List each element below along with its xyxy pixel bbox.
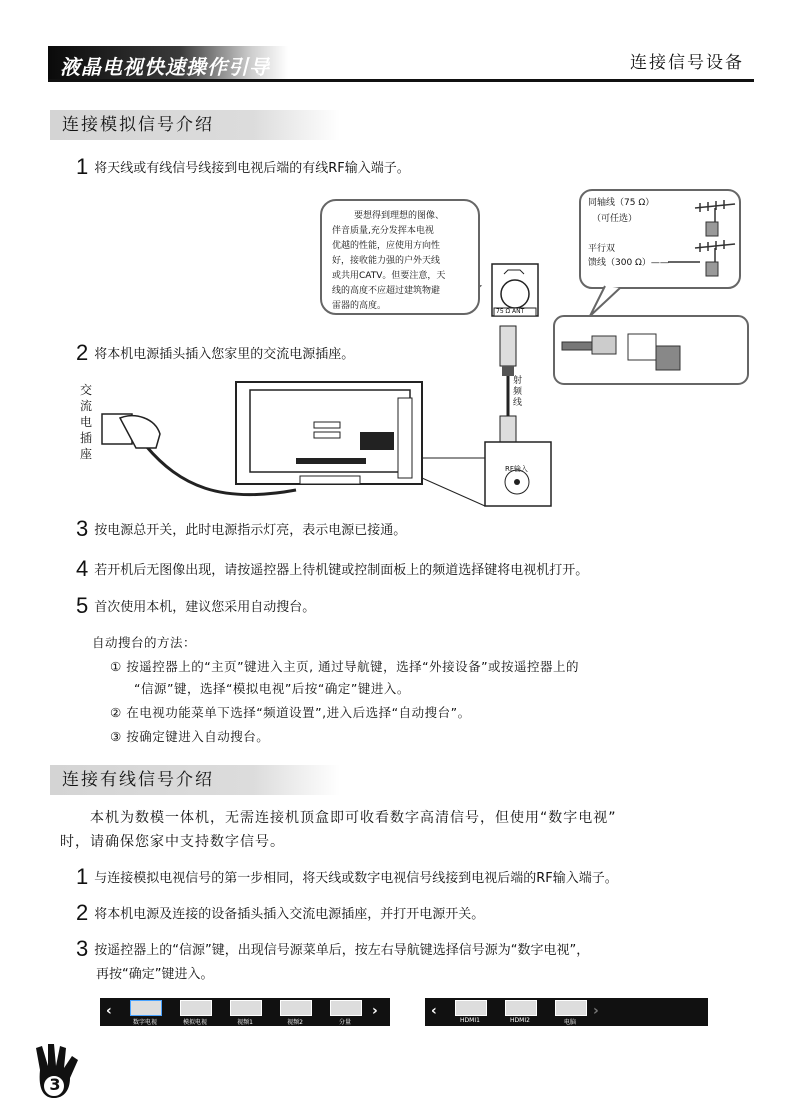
source-item-atv[interactable] bbox=[180, 1000, 212, 1016]
source-item-label: 模拟电视 bbox=[182, 1019, 207, 1026]
right-arrow-icon[interactable]: › bbox=[593, 1003, 599, 1019]
tip-line: 线的高度不应超过建筑物避 bbox=[332, 286, 441, 296]
source-item-label: 数字电视 bbox=[132, 1019, 157, 1026]
page-number: 3 bbox=[49, 1075, 61, 1094]
source-item-label: HDMI1 bbox=[460, 1017, 480, 1024]
outlet-label: 交流电插座 bbox=[80, 383, 93, 461]
source-item-label: 视频2 bbox=[287, 1019, 303, 1026]
analog-step-2: 2 将本机电源插头插入您家里的交流电源插座。 bbox=[76, 340, 355, 365]
source-item-label: HDMI2 bbox=[510, 1017, 530, 1024]
header-title: 液晶电视快速操作引导 bbox=[60, 55, 270, 79]
tip-bubble bbox=[320, 199, 480, 315]
cable-intro-line-2: 时，请确保您家中支持数字信号。 bbox=[60, 834, 285, 850]
source-menu-bar-1 bbox=[100, 998, 390, 1026]
section-title-cable: 连接有线信号介绍 bbox=[50, 765, 340, 795]
twin-label-2: 馈线（300 Ω）—— bbox=[588, 258, 669, 268]
analog-step-1: 1 将天线或有线信号线接到电视后端的有线RF输入端子。 bbox=[76, 154, 410, 179]
source-item-dtv[interactable] bbox=[130, 1000, 162, 1016]
auto-search-item-3: ③ 按确定键进入自动搜台。 bbox=[110, 729, 270, 744]
header-divider bbox=[48, 79, 754, 82]
tip-line: 或共用CATV。但要注意，天 bbox=[332, 271, 446, 281]
source-item-label: 视频1 bbox=[237, 1019, 253, 1026]
coax-optional-label: （可任选） bbox=[592, 214, 638, 224]
twin-label-1: 平行双 bbox=[588, 244, 616, 254]
source-item-hdmi1[interactable] bbox=[455, 1000, 487, 1016]
tip-line: 好，接收能力强的户外天线 bbox=[332, 256, 441, 266]
source-item-hdmi2[interactable] bbox=[505, 1000, 537, 1016]
cable-step-3: 3 按遥控器上的“信源”键，出现信号源菜单后，按左右导航键选择信号源为“数字电视”， 再按“确定”键进入。 bbox=[76, 936, 590, 982]
cable-intro-line-1: 本机为数模一体机，无需连接机顶盒即可收看数字高清信号，但使用“数字电视” bbox=[90, 810, 617, 826]
tip-line: 雷器的高度。 bbox=[332, 301, 387, 311]
source-menu-bar-2 bbox=[425, 998, 708, 1026]
source-item-av1[interactable] bbox=[230, 1000, 262, 1016]
cable-step-2: 2 将本机电源及连接的设备插头插入交流电源插座，并打开电源开关。 bbox=[76, 900, 485, 925]
source-item-label: 电脑 bbox=[563, 1019, 576, 1026]
hand-icon bbox=[30, 1040, 86, 1104]
source-item-label: 分量 bbox=[338, 1019, 351, 1026]
rf-input-label: RF输入 bbox=[505, 465, 528, 473]
section-title-analog: 连接模拟信号介绍 bbox=[50, 110, 340, 140]
source-item-component[interactable] bbox=[330, 1000, 362, 1016]
tip-line: 优越的性能，应使用方向性 bbox=[332, 241, 441, 251]
rf-cable-label: 射频线 bbox=[513, 376, 523, 408]
ant-label: 75 Ω ANT bbox=[496, 308, 525, 315]
left-arrow-icon[interactable]: ‹ bbox=[431, 1003, 437, 1019]
auto-search-item-2: ② 在电视功能菜单下选择“频道设置”,进入后选择“自动搜台”。 bbox=[110, 705, 471, 720]
right-arrow-icon[interactable]: › bbox=[372, 1003, 378, 1019]
analog-step-4: 4 若开机后无图像出现，请按遥控器上待机键或控制面板上的频道选择键将电视机打开。 bbox=[76, 556, 589, 581]
left-arrow-icon[interactable]: ‹ bbox=[106, 1003, 112, 1019]
tip-line: 伴音质量,充分发挥本电视 bbox=[332, 226, 434, 236]
tip-line: 要想得到理想的图像、 bbox=[354, 211, 445, 221]
coax-label: 同轴线（75 Ω） bbox=[588, 198, 655, 208]
auto-search-item-1: ① 按遥控器上的“主页”键进入主页, 通过导航键，选择“外接设备”或按遥控器上的 “信源”键，选择“模拟电视”后按“确定”键进入。 bbox=[110, 659, 580, 696]
analog-step-3: 3 按电源总开关，此时电源指示灯亮，表示电源已接通。 bbox=[76, 516, 407, 541]
source-item-av2[interactable] bbox=[280, 1000, 312, 1016]
auto-search-title: 自动搜台的方法： bbox=[92, 635, 197, 650]
header-section-title: 连接信号设备 bbox=[630, 53, 744, 73]
source-item-pc[interactable] bbox=[555, 1000, 587, 1016]
cable-step-1: 1 与连接模拟电视信号的第一步相同，将天线或数字电视信号线接到电视后端的RF输入端子。 bbox=[76, 864, 618, 889]
analog-step-5: 5 首次使用本机，建议您采用自动搜台。 bbox=[76, 593, 316, 618]
